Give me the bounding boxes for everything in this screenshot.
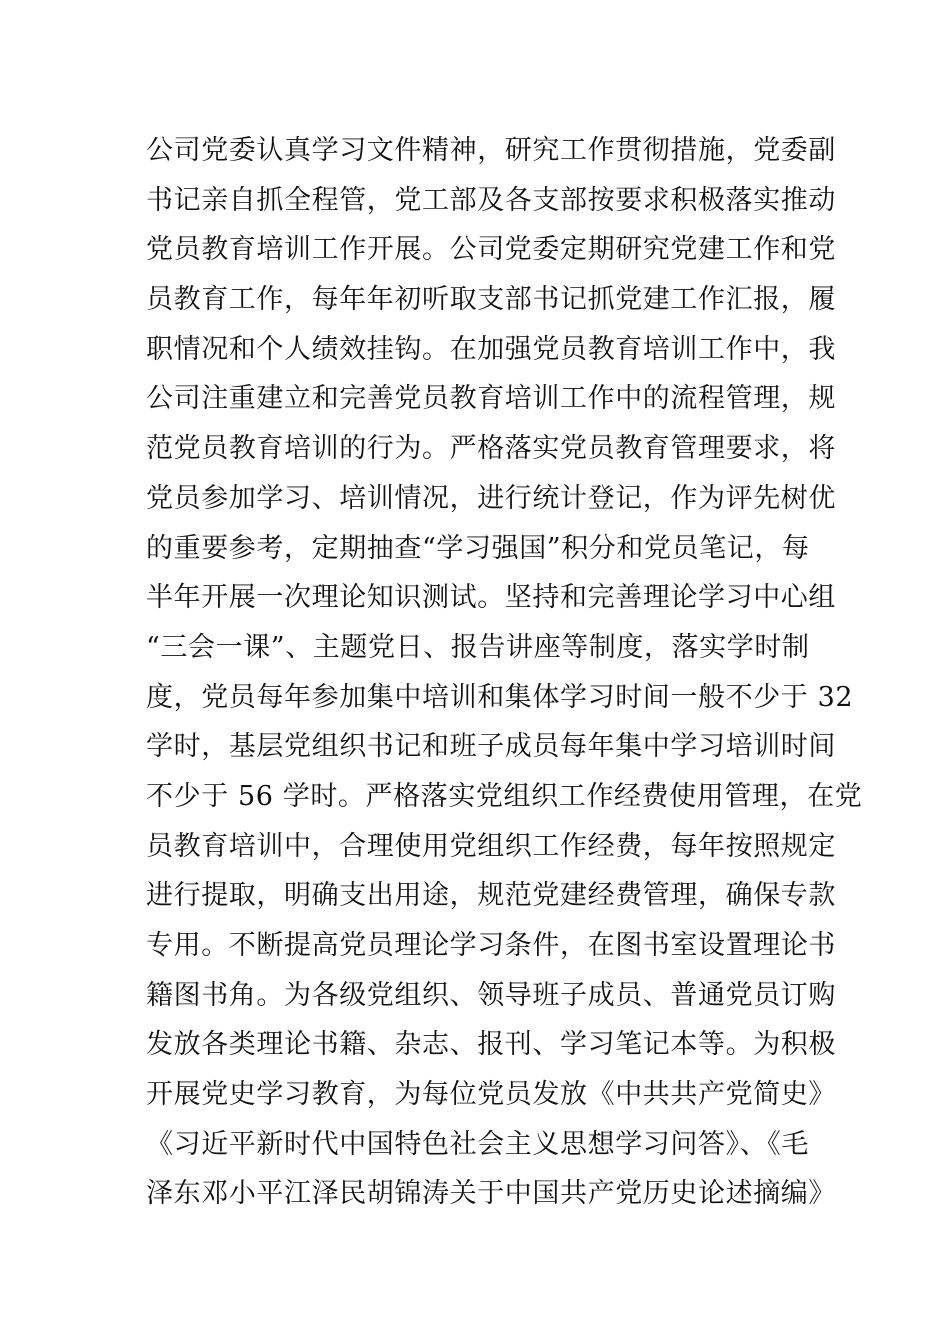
- text-line: 半年开展一次理论知识测试。坚持和完善理论学习中心组: [146, 582, 836, 614]
- text-line: 党员参加学习、培训情况，进行统计登记，作为评先树优: [146, 482, 836, 514]
- text-line: 党员教育培训工作开展。公司党委定期研究党建工作和党: [146, 234, 836, 266]
- text-line: “三会一课”、主题党日、报告讲座等制度，落实学时制: [146, 631, 810, 663]
- text-line: 的重要参考，定期抽查“学习强国”积分和党员笔记，每: [146, 532, 810, 564]
- text-line: 专用。不断提高党员理论学习条件，在图书室设置理论书: [146, 930, 836, 961]
- text-line: 不少于 56 学时。严格落实党组织工作经费使用管理，在党: [146, 780, 863, 812]
- text-line: 度，党员每年参加集中培训和集体学习时间一般不少于 32: [146, 681, 854, 713]
- text-line: 籍图书角。为各级党组织、领导班子成员、普通党员订购: [146, 979, 836, 1011]
- text-line: 职情况和个人绩效挂钩。在加强党员教育培训工作中，我: [146, 333, 836, 365]
- text-line: 《习近平新时代中国特色社会主义思想学习问答》、《毛: [146, 1128, 809, 1160]
- text-line: 发放各类理论书籍、杂志、报刊、学习笔记本等。为积极: [146, 1029, 836, 1061]
- text-line: 进行提取，明确支出用途，规范党建经费管理，确保专款: [146, 880, 836, 912]
- text-line: 公司注重建立和完善党员教育培训工作中的流程管理，规: [146, 383, 836, 415]
- text-line: 学时，基层党组织书记和班子成员每年集中学习培训时间: [146, 731, 836, 763]
- text-line: 员教育工作，每年年初听取支部书记抓党建工作汇报，履: [146, 284, 836, 316]
- body-paragraph: [146, 126, 863, 1219]
- text-line: 开展党史学习教育，为每位党员发放《中共共产党简史》: [146, 1079, 836, 1111]
- text-line: 范党员教育培训的行为。严格落实党员教育管理要求，将: [146, 433, 836, 465]
- text-line: 书记亲自抓全程管，党工部及各支部按要求积极落实推动: [146, 184, 836, 216]
- text-line: 泽东邓小平江泽民胡锦涛关于中国共产党历史论述摘编》: [146, 1178, 836, 1210]
- text-line: 公司党委认真学习文件精神，研究工作贯彻措施，党委副: [146, 135, 836, 166]
- text-line: 员教育培训中，合理使用党组织工作经费，每年按照规定: [146, 830, 836, 862]
